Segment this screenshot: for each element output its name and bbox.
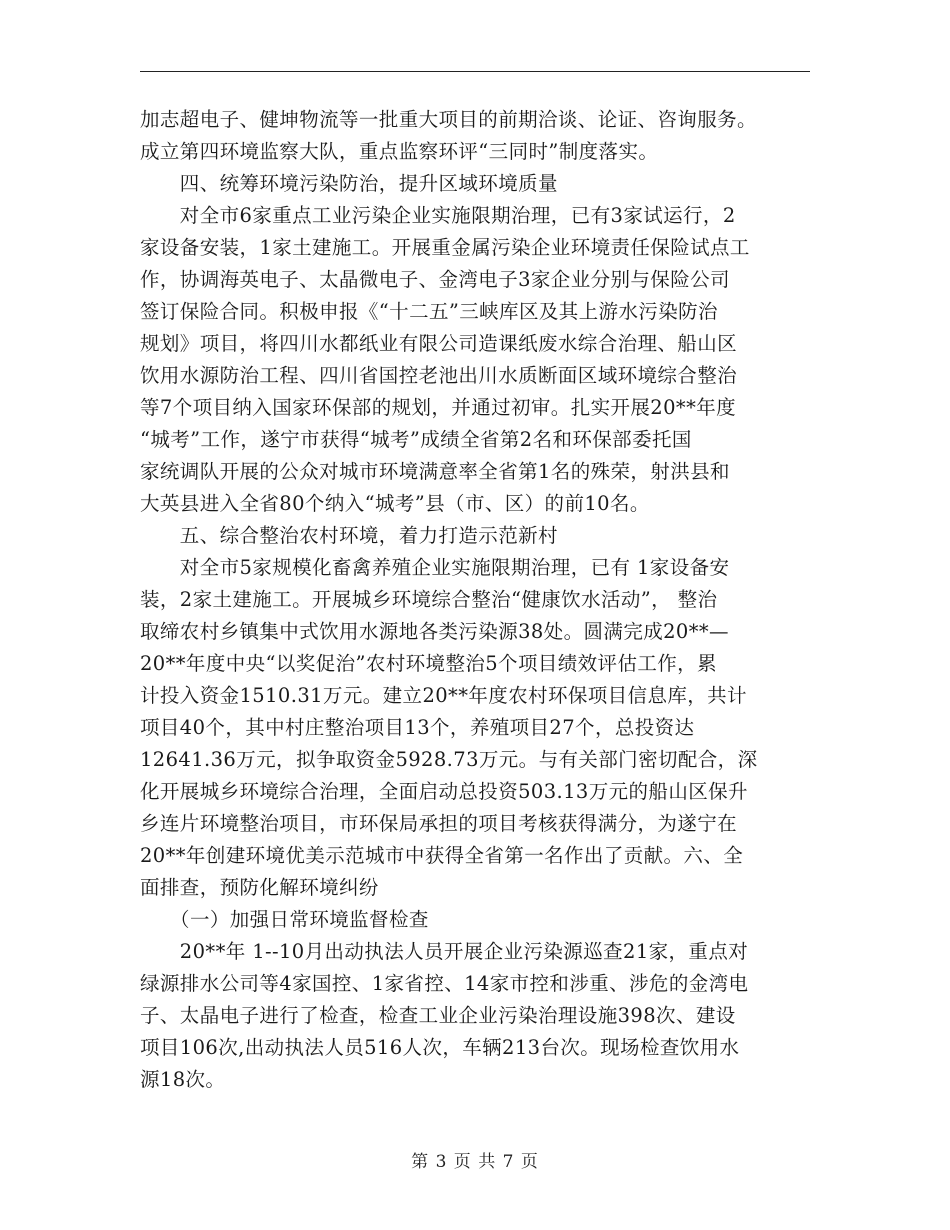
text-line: 项目106次,出动执法人员516人次，车辆213台次。现场检查饮用水	[140, 1036, 740, 1059]
text-line: 家设备安装，1家土建施工。开展重金属污染企业环境责任保险试点工	[140, 236, 750, 259]
section-heading: 四、统筹环境污染防治，提升区域环境质量	[140, 172, 558, 195]
text-line: 签订保险合同。积极申报《“十二五”三峡库区及其上游水污染防治	[140, 300, 718, 323]
text-line: 取缔农村乡镇集中式饮用水源地各类污染源38处。圆满完成20**—	[140, 620, 729, 643]
text-line: 12641.36万元，拟争取资金5928.73万元。与有关部门密切配合，深	[140, 748, 758, 771]
text-line: 源18次。	[140, 1068, 226, 1091]
text-line: 20**年 1--10月出动执法人员开展企业污染源巡查21家，重点对	[140, 940, 749, 963]
text-line: 装，2家土建施工。开展城乡环境综合整治“健康饮水活动”， 整治	[140, 588, 718, 611]
text-line: 对全市6家重点工业污染企业实施限期治理，已有3家试运行，2	[140, 204, 736, 227]
text-line: 大英县进入全省80个纳入“城考”县（市、区）的前10名。	[140, 492, 650, 515]
text-line: 作，协调海英电子、太晶微电子、金湾电子3家企业分别与保险公司	[140, 268, 730, 291]
page-number-footer: 第 3 页 共 7 页	[411, 1152, 539, 1172]
text-line: 规划》项目，将四川水都纸业有限公司造课纸废水综合治理、船山区	[140, 332, 738, 355]
header-rule	[140, 71, 810, 72]
subsection-heading: （一）加强日常环境监督检查	[140, 908, 429, 931]
text-line: 20**年创建环境优美示范城市中获得全省第一名作出了贡献。六、全	[140, 844, 744, 867]
text-line: 计投入资金1510.31万元。建立20**年度农村环保项目信息库，共计	[140, 684, 747, 707]
text-line: 成立第四环境监察大队，重点监察环评“三同时”制度落实。	[140, 140, 659, 163]
text-line: 家统调队开展的公众对城市环境满意率全省第1名的殊荣，射洪县和	[140, 460, 730, 483]
text-line: “城考”工作，遂宁市获得“城考”成绩全省第2名和环保部委托国	[140, 428, 692, 451]
text-line: 饮用水源防治工程、四川省国控老池出川水质断面区域环境综合整治	[140, 364, 738, 387]
text-line: 20**年度中央“以奖促治”农村环境整治5个项目绩效评估工作，累	[140, 652, 717, 675]
text-line: 对全市5家规模化畜禽养殖企业实施限期治理，已有 1家设备安	[140, 556, 730, 579]
text-line: 乡连片环境整治项目，市环保局承担的项目考核获得满分，为遂宁在	[140, 812, 738, 835]
text-line: 绿源排水公司等4家国控、1家省控、14家市控和涉重、涉危的金湾电	[140, 972, 749, 995]
text-line: 等7个项目纳入国家环保部的规划，并通过初审。扎实开展20**年度	[140, 396, 737, 419]
text-line: 项目40个，其中村庄整治项目13个，养殖项目27个，总投资达	[140, 716, 695, 739]
text-line: 加志超电子、健坤物流等一批重大项目的前期洽谈、论证、咨询服务。	[140, 108, 757, 131]
text-line: 子、太晶电子进行了检查，检查工业企业污染治理设施398次、建设	[140, 1004, 736, 1027]
text-line: 化开展城乡环境综合治理，全面启动总投资503.13万元的船山区保升	[140, 780, 748, 803]
text-line: 面排查，预防化解环境纠纷	[140, 876, 379, 899]
section-heading: 五、综合整治农村环境，着力打造示范新村	[140, 524, 558, 547]
document-body	[140, 104, 830, 1096]
